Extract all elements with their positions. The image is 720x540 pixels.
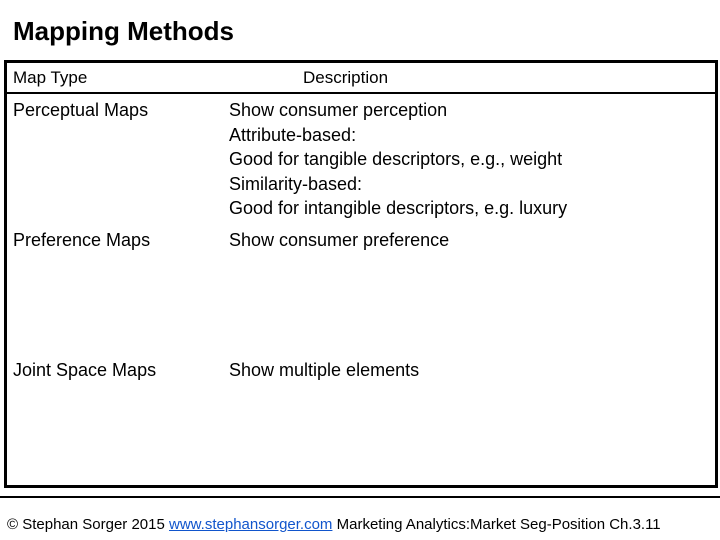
footer-website-link[interactable]: www.stephansorger.com	[169, 516, 333, 533]
footer-course-reference: Marketing Analytics:Market Seg-Position Ch.3.11	[336, 516, 661, 533]
description-line: Similarity-based:	[229, 173, 363, 194]
table-header-row	[7, 63, 715, 94]
description-line: Good for intangible descriptors, e.g. luxury	[229, 198, 568, 218]
footer-copyright: © Stephan Sorger 2015	[7, 516, 165, 533]
description-line: Show multiple elements	[229, 360, 420, 380]
description-cell	[229, 98, 567, 221]
footer	[7, 515, 661, 535]
description-cell	[229, 358, 419, 383]
map-type-cell: Preference Maps	[13, 230, 151, 250]
description-line: Show consumer perception	[229, 100, 448, 120]
map-type-cell: Perceptual Maps	[13, 100, 149, 120]
mapping-methods-table	[4, 60, 718, 488]
footer-divider	[0, 496, 720, 498]
description-cell	[229, 228, 449, 253]
header-description: Description	[303, 68, 389, 87]
description-line: Good for tangible descriptors, e.g., weight	[229, 149, 563, 169]
slide-title: Mapping Methods	[13, 16, 234, 46]
map-type-cell: Joint Space Maps	[13, 360, 157, 380]
header-map-type: Map Type	[13, 68, 88, 87]
description-line: Show consumer preference	[229, 230, 450, 250]
description-line: Attribute-based:	[229, 124, 357, 145]
